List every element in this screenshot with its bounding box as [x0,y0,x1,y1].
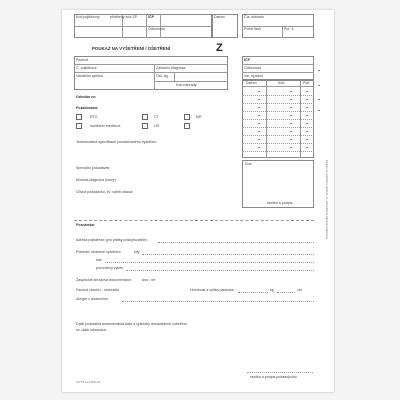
patient-grid [74,56,228,90]
tally-tick [290,147,292,148]
tally-tick [258,107,260,108]
form-code: OKTS 113 808 16 [76,380,100,384]
tally-row-line [242,135,314,136]
margin-tick [318,70,320,71]
adresa-label: Adresa pojištěnce (pro platby poskytovatele): [76,238,148,242]
rtg-checkbox[interactable] [76,114,82,120]
poznamka-separator [74,220,314,221]
odeslan-ze-label: Odeslán ze: [76,95,97,99]
mr-label: MR [196,115,202,119]
patient-divider [154,81,228,82]
prideleny-kod-label: přidělený kód ZP [110,15,137,19]
tally-tick [306,147,308,148]
kg-label: kg [270,288,274,292]
tally-tick [258,147,260,148]
right-icp-label: IČP [244,58,250,62]
tally-tick [290,107,292,108]
posledni-vysetreni-label: Poslední obdobné vyšetření: [76,250,122,254]
patient-divider [154,64,155,90]
provedeny-vykon-label: provedený výkon [96,266,124,270]
ct-checkbox[interactable] [142,114,148,120]
tally-tick [290,99,292,100]
tally-tick [290,131,292,132]
kdy-line [142,254,314,255]
zaspisova-label: Zaspisová obrazová dokumentace: [76,278,132,282]
tally-tick [290,139,292,140]
razitko-pozadujiciho-label: razítko a podpis požadujícího [250,375,297,379]
nuklearni-medicina-label: nukleární medicína [90,124,121,128]
tally-row-line [242,143,314,144]
tally-tick [290,115,292,116]
duvod-pozadavku-label: Důvod požadavku, ev. sdělit otázka: [76,190,134,194]
tally-row-line [242,111,314,112]
other-checkbox[interactable] [184,123,190,129]
patient-divider [74,72,228,73]
specialni-pozadavek-label: Speciální požadavek: [76,166,111,170]
right-var-symbol-label: Var. symbol [244,74,263,78]
kg-line [238,292,268,293]
ano-ne-label: ano - ne [142,278,156,282]
mr-checkbox[interactable] [184,114,190,120]
poradi-label: Poř. č. [284,27,295,31]
header-divider [282,26,283,38]
kod-pojistovny-label: Kód pojišťovny [76,15,100,19]
provedeny-vykon-line [126,270,314,271]
tally-datum-header: Datum [246,81,257,85]
specifikace-label: Jednoznačná specifikace požadovaného vyšetření: [76,140,158,144]
hmotnost-label: Hmotnost a výška pacienta: [190,288,235,292]
right-panel-divider [242,72,314,73]
us-label: US [154,124,159,128]
margin-tick [318,85,320,86]
tally-tick [258,115,260,116]
tally-tick [306,107,308,108]
us-checkbox[interactable] [142,123,148,129]
tally-row-line [242,127,314,128]
tally-tick [306,91,308,92]
pocet-listu-label: Počet listů [244,27,261,31]
dne-label: Dne: [245,162,253,166]
alergie-label: Alergie v anamnéze: [76,297,109,301]
cis-dokladu-label: Čís. dokladu [244,15,264,19]
tally-tick [258,139,260,140]
margin-tick [318,110,320,111]
variabilni-symbol-label: Variabilní symbol [76,74,104,78]
tally-tick [258,99,260,100]
tally-tick [306,99,308,100]
form-letter-z: Z [216,42,223,54]
ct-label: CT [154,115,159,119]
pacient-label: Pacient [76,58,88,62]
tally-tick [306,131,308,132]
kod-nahrady-label: Kód náhrady [176,83,197,87]
tally-tick [258,131,260,132]
rtg-label: RTG [90,115,98,119]
klinicka-diagnoza-label: Klinická diagnóza (slovy): [76,178,117,182]
dalsi-informace-label: ev. další informace: [76,328,107,332]
cm-line [277,292,295,293]
zakladni-diagnoza-label: Základní diagnóza [156,66,186,70]
icp-label: IČP [148,15,154,19]
dalsi-data-label: Další podstatná anamnestická data a výsledky dosavadních vyšetření, [76,322,188,326]
ost-dg-label: Ost. dg. [156,74,169,78]
datum-label: Datum [214,15,225,19]
razitko-label: razítko a podpis [267,201,293,205]
side-vertical-text: Poukaz na vyšetření / ošetření - Z - formulář pro zdravotní pojišťovny [325,160,328,240]
kde-line [105,262,314,263]
tally-tick [306,123,308,124]
form-paper [62,10,334,392]
tally-tick [306,139,308,140]
nuklearni-medicina-checkbox[interactable] [76,123,82,129]
tally-tick [290,123,292,124]
kde-label: kde [96,258,102,262]
tally-header-divider [242,86,314,87]
tally-tick [258,91,260,92]
header-divider [74,26,212,27]
tally-row-line [242,95,314,96]
pozadovano-label: Požadováno: [76,106,99,110]
tally-kod-header: Kód [278,81,285,85]
alergie-line [122,301,314,302]
signature-line [247,372,313,373]
tally-tick [290,91,292,92]
odbornost-label: Odbornost [148,27,165,31]
patient-divider [174,72,175,81]
tally-row-line [242,151,314,152]
kdy-label: kdy [134,250,140,254]
adresa-line [158,242,314,243]
tally-tick [258,123,260,124]
patient-divider [74,64,228,65]
poznamka-label: Poznámka: [76,223,95,227]
right-panel-divider [242,64,314,65]
tally-poc-header: Poč. [303,81,311,85]
form-title: POUKAZ NA VYŠETŘENÍ / OŠETŘENÍ [92,46,171,51]
cislo-pojistence-label: Č. pojištěnce [76,66,97,70]
right-odbornost-label: Odbornost [244,66,261,70]
cm-label: cm [297,288,302,292]
tally-tick [306,115,308,116]
tally-row-line [242,119,314,120]
margin-tick [318,99,320,100]
pacient-chodici-label: Pacient chodící - nechodící [76,288,120,292]
tally-row-line [242,103,314,104]
